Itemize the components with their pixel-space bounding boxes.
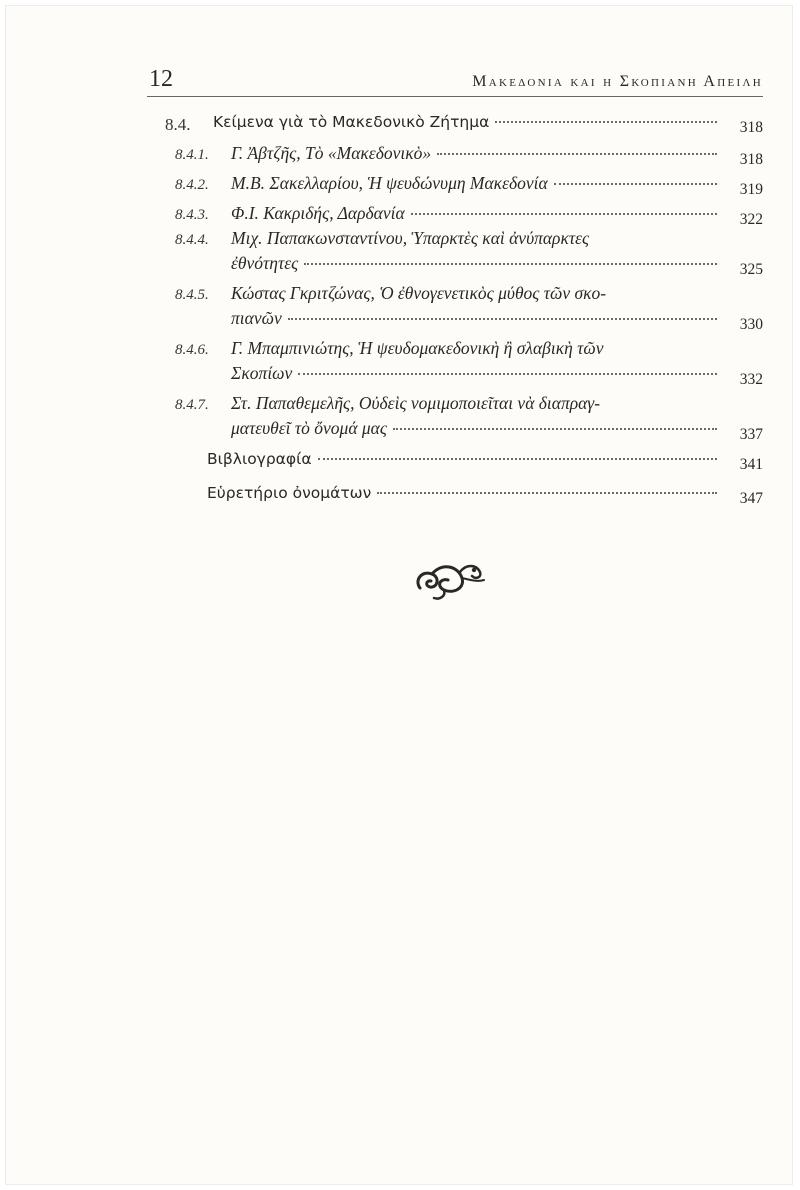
toc-entry-title-line-1: Μιχ. Παπακωνσταντίνου, Ὑπαρκτὲς καὶ ἀνύπαρκτες — [231, 228, 590, 248]
toc-entry-8-4-2 — [165, 173, 763, 198]
toc-entry-page: 318 — [739, 151, 763, 168]
toc-entry-8-4-1 — [165, 143, 763, 168]
toc-entry-number: 8.4.1. — [175, 147, 209, 163]
toc-entry-number: 8.4. — [165, 115, 191, 134]
toc-entry-8-4-3 — [165, 203, 763, 228]
toc-entry-page: 325 — [739, 261, 763, 278]
toc-entry-title-line-2: ἐθνότητες — [231, 253, 299, 273]
toc-entry-page: 347 — [739, 490, 763, 507]
toc-entry-title: Μ.Β. Σακελλαρίου, Ἡ ψευδώνυμη Μακεδονία — [231, 173, 548, 193]
running-title: Μακεδονια και η Σκοπιανη Απειλη — [472, 73, 763, 90]
leader-dots — [298, 373, 717, 375]
leader-dots — [304, 263, 717, 265]
leader-dots — [377, 492, 717, 494]
toc-entry-title-line-2: πιανῶν — [231, 308, 282, 328]
toc-entry-8-4-7 — [165, 393, 763, 443]
fleuron-swirl-icon — [410, 556, 490, 606]
toc-entry-page: 337 — [739, 426, 763, 443]
toc-entry-8-4-5 — [165, 283, 763, 333]
toc-entry-title-line-1: Γ. Μπαμπινιώτης, Ἡ ψευδομακεδονικὴ ἢ σλαβικὴ τῶν — [231, 338, 604, 358]
toc-entry-number: 8.4.6. — [175, 342, 209, 358]
toc-entry-number: 8.4.2. — [175, 177, 209, 193]
toc-entry-index — [165, 484, 763, 509]
toc-entry-8-4 — [165, 113, 763, 138]
toc-entry-title: Γ. Ἀβτζῆς, Τὸ «Μακεδονικὸ» — [231, 143, 432, 163]
toc-entry-title-line-2: Σκοπίων — [231, 363, 293, 383]
toc-entry-page: 319 — [739, 181, 763, 198]
running-head — [147, 66, 763, 97]
toc-entry-8-4-6 — [165, 338, 763, 388]
toc-entry-8-4-4 — [165, 228, 763, 278]
leader-dots — [288, 318, 717, 320]
toc-entry-title-line-1: Κώστας Γκριτζώνας, Ὁ ἐθνογενετικὸς μύθος τῶν σκο- — [231, 283, 607, 303]
leader-dots — [554, 183, 717, 185]
toc-entry-page: 341 — [739, 456, 763, 473]
leader-dots — [393, 428, 717, 430]
leader-dots — [495, 121, 717, 123]
page-number: 12 — [149, 66, 173, 92]
leader-dots — [411, 213, 717, 215]
toc-entry-page: 318 — [739, 119, 763, 136]
book-page — [6, 6, 792, 1184]
toc-entry-page: 322 — [739, 211, 763, 228]
toc-entry-title-line-2: ματευθεῖ τὸ ὄνομά μας — [231, 418, 387, 438]
toc-entry-title: Εὑρετήριο ὀνομάτων — [207, 484, 372, 502]
toc-entry-number: 8.4.3. — [175, 207, 209, 223]
toc-entry-number: 8.4.5. — [175, 287, 209, 303]
toc-entry-title: Φ.Ι. Κακριδής, Δαρδανία — [231, 203, 405, 223]
toc-entry-title: Κείμενα γιὰ τὸ Μακεδονικὸ Ζήτημα — [213, 113, 490, 131]
toc-entry-page: 332 — [739, 371, 763, 388]
toc-entry-number: 8.4.4. — [175, 232, 209, 248]
toc-entry-number: 8.4.7. — [175, 397, 209, 413]
toc-entry-title: Βιβλιογραφία — [207, 450, 312, 468]
toc-entry-bibliography — [165, 450, 763, 475]
toc-entry-title-line-1: Στ. Παπαθεμελῆς, Οὐδεὶς νομιμοποιεῖται νὰ διαπραγ- — [231, 393, 601, 413]
leader-dots — [318, 458, 717, 460]
toc-entry-page: 330 — [739, 316, 763, 333]
leader-dots — [437, 153, 717, 155]
